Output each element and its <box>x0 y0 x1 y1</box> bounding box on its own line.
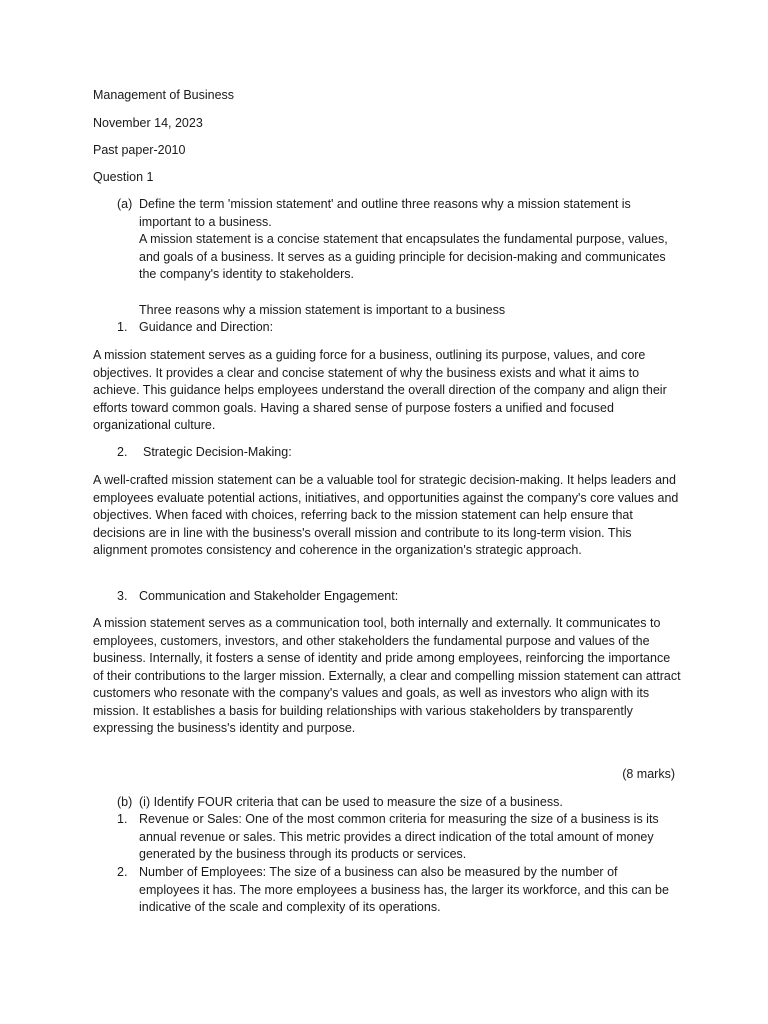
criterion-1-number: 1. <box>117 812 128 826</box>
part-b-prompt: (i) Identify FOUR criteria that can be used to measure the size of a business. <box>139 795 563 809</box>
reasons-intro: Three reasons why a mission statement is important to a business <box>139 303 506 317</box>
reason-3-heading: Communication and Stakeholder Engagement: <box>139 589 399 603</box>
criterion-2-text: Number of Employees: The size of a business can also be measured by the number of employees it has. The more employees a business has, the larger its workforce, and this can be indicative of the scale and complexity of its operations. <box>139 865 669 914</box>
criterion-2-number: 2. <box>117 865 128 879</box>
criterion-1-text: Revenue or Sales: One of the most common criteria for measuring the size of a business is its annual revenue or sales. This metric provides a direct indication of the total amount of money generated by the business through its products or services. <box>139 812 659 861</box>
part-a-prompt: Define the term 'mission statement' and outline three reasons why a mission statement is important to a business. <box>139 197 631 229</box>
doc-date: November 14, 2023 <box>93 116 203 130</box>
doc-title: Management of Business <box>93 88 235 102</box>
reason-1-number: 1. <box>117 320 128 334</box>
reason-2-heading: Strategic Decision-Making: <box>143 445 292 459</box>
part-a-marks: (8 marks) <box>622 767 675 781</box>
reason-2-body: A well-crafted mission statement can be a valuable tool for strategic decision-making. It helps leaders and employees evaluate potential actions, initiatives, and opportunities against the company's core values and objectives. When faced with choices, referring back to the mission statement can help ensure that decisions are in line with the business's overall mission and contribute to its long-term vision. This alignment promotes consistency and coherence in the organization's strategic approach. <box>93 473 679 557</box>
mission-definition: A mission statement is a concise statement that encapsulates the fundamental purpose, values, and goals of a business. It serves as a guiding principle for decision-making and communicates the company's identity to stakeholders. <box>139 232 668 281</box>
reason-3-body: A mission statement serves as a communication tool, both internally and externally. It communicates to employees, customers, investors, and other stakeholders the fundamental purpose and values of the business. Internally, it fosters a sense of identity and pride among employees, reinforcing the importance of their contributions to the larger mission. Externally, a clear and compelling mission statement can attract customers who resonate with the company's values and goals, as well as investors who align with its mission. It establishes a basis for building relationships with various stakeholders by transparently expressing the business's identity and purpose. <box>93 616 681 735</box>
reason-1-heading: Guidance and Direction: <box>139 320 274 334</box>
reason-1-body: A mission statement serves as a guiding force for a business, outlining its purpose, values, and core objectives. It provides a clear and concise statement of why the business exists and what it aims to achieve. This guidance helps employees understand the overall direction of the company and align their efforts toward common goals. Having a shared sense of purpose fosters a unified and focused organizational culture. <box>93 348 667 432</box>
reason-3-number: 3. <box>117 589 128 603</box>
reason-2-number: 2. <box>117 445 128 459</box>
part-a-marker: (a) <box>117 197 133 211</box>
doc-paper: Past paper-2010 <box>93 143 186 157</box>
part-b-marker: (b) <box>117 795 133 809</box>
question-heading: Question 1 <box>93 170 154 184</box>
